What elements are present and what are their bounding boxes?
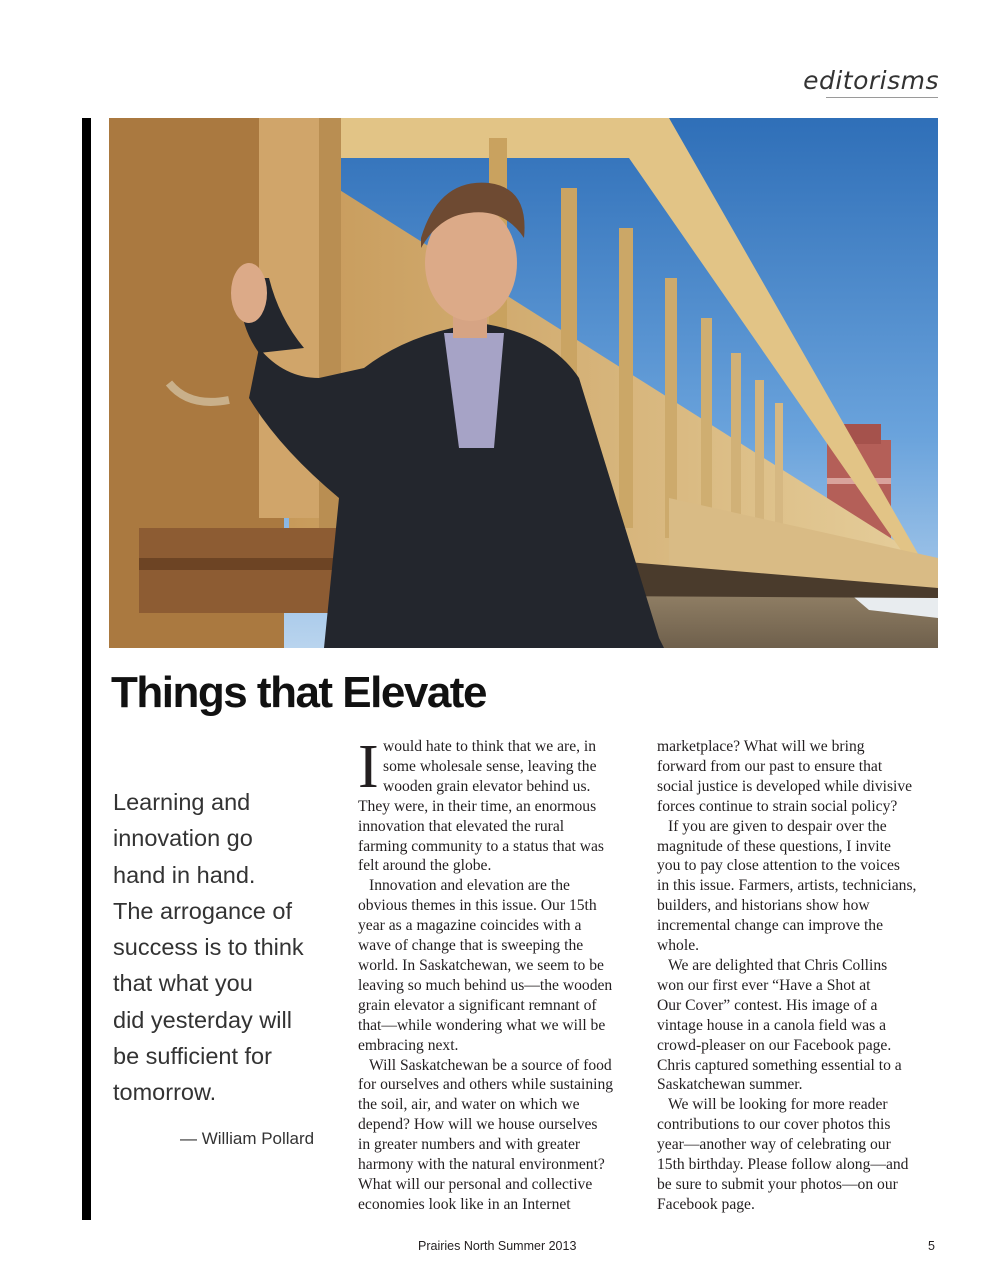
body-line: you to pay close attention to the voices bbox=[657, 857, 900, 875]
body-line: forward from our past to ensure that bbox=[657, 757, 883, 775]
pull-quote-line: be sufficient for bbox=[113, 1043, 272, 1070]
hero-photo bbox=[109, 118, 938, 648]
body-line: wave of change that is sweeping the bbox=[358, 937, 584, 955]
pull-quote-line: success is to think bbox=[113, 934, 304, 961]
body-line: We are delighted that Chris Collins bbox=[668, 956, 888, 974]
pull-quote-line: that what you bbox=[113, 970, 253, 997]
body-line: forces continue to strain social policy? bbox=[657, 797, 898, 815]
body-line: for ourselves and others while sustaining bbox=[358, 1076, 614, 1094]
body-line: grain elevator a significant remnant of bbox=[358, 996, 597, 1014]
body-line: If you are given to despair over the bbox=[668, 817, 887, 835]
body-line: magnitude of these questions, I invite bbox=[657, 837, 891, 855]
article-column-1 bbox=[358, 733, 638, 1215]
body-line: whole. bbox=[657, 937, 700, 955]
drop-cap: I bbox=[358, 733, 379, 801]
body-line: the soil, air, and water on which we bbox=[358, 1096, 580, 1114]
body-line: crowd-pleaser on our Facebook page. bbox=[657, 1036, 892, 1054]
body-line: felt around the globe. bbox=[358, 857, 492, 875]
body-line: marketplace? What will we bring bbox=[657, 738, 865, 755]
body-line: Will Saskatchewan be a source of food bbox=[369, 1056, 612, 1074]
decorative-side-bar bbox=[82, 118, 91, 1220]
body-line: We will be looking for more reader bbox=[668, 1096, 888, 1114]
pull-quote-line: The arrogance of bbox=[113, 897, 292, 924]
pull-quote-line: innovation go bbox=[113, 825, 253, 852]
body-line: What will our personal and collective bbox=[358, 1175, 593, 1193]
body-line: 15th birthday. Please follow along—and bbox=[657, 1156, 909, 1174]
body-line: contributions to our cover photos this bbox=[657, 1116, 891, 1134]
pull-quote-line: Learning and bbox=[113, 789, 251, 815]
body-line: depend? How will we house ourselves bbox=[358, 1116, 598, 1134]
drop-cap-paragraph bbox=[358, 733, 638, 801]
body-line: innovation that elevated the rural bbox=[358, 817, 565, 835]
body-line: year—another way of celebrating our bbox=[657, 1136, 891, 1154]
body-line: Our Cover” contest. His image of a bbox=[657, 996, 878, 1014]
body-line: They were, in their time, an enormous bbox=[358, 797, 597, 815]
body-line: year as a magazine coincides with a bbox=[358, 917, 582, 935]
pull-quote-attribution: — William Pollard bbox=[180, 1129, 315, 1148]
body-line: economies look like in an Internet bbox=[358, 1195, 571, 1213]
body-line: social justice is developed while divisive bbox=[657, 777, 913, 795]
body-line: won our first ever “Have a Shot at bbox=[657, 976, 871, 994]
body-line: in this issue. Farmers, artists, technicians, bbox=[657, 877, 917, 895]
body-line: some wholesale sense, leaving the bbox=[383, 757, 597, 775]
body-line: vintage house in a canola field was a bbox=[657, 1016, 887, 1034]
pull-quote bbox=[113, 784, 343, 1111]
article-column-2 bbox=[657, 737, 939, 1215]
page-number: 5 bbox=[928, 1239, 935, 1253]
body-line: Chris captured something essential to a bbox=[657, 1056, 902, 1074]
body-line: in greater numbers and with greater bbox=[358, 1136, 581, 1154]
pull-quote-line: did yesterday will bbox=[113, 1006, 292, 1033]
body-line: builders, and historians show how bbox=[657, 897, 870, 915]
body-line: farming community to a status that was bbox=[358, 837, 604, 855]
body-line: leaving so much behind us—the wooden bbox=[358, 976, 613, 994]
body-line: wooden grain elevator behind us. bbox=[383, 777, 591, 795]
body-line: Saskatchewan summer. bbox=[657, 1076, 803, 1094]
section-tag: editorisms bbox=[803, 66, 939, 95]
body-line: embracing next. bbox=[358, 1036, 459, 1054]
pull-quote-line: tomorrow. bbox=[113, 1079, 217, 1106]
section-rule bbox=[826, 97, 938, 98]
body-line: world. In Saskatchewan, we seem to be bbox=[358, 956, 604, 974]
body-line: that—while wondering what we will be bbox=[358, 1016, 606, 1034]
body-line: Innovation and elevation are the bbox=[369, 877, 570, 895]
body-line: incremental change can improve the bbox=[657, 917, 884, 935]
pull-quote-line: hand in hand. bbox=[113, 861, 256, 888]
body-line: harmony with the natural environment? bbox=[358, 1156, 605, 1174]
body-line: obvious themes in this issue. Our 15th bbox=[358, 897, 597, 915]
body-line: Facebook page. bbox=[657, 1195, 755, 1213]
footer-publication: Prairies North Summer 2013 bbox=[418, 1239, 577, 1253]
body-line: be sure to submit your photos—on our bbox=[657, 1175, 898, 1193]
article-headline: Things that Elevate bbox=[111, 668, 486, 717]
body-line: would hate to think that we are, in bbox=[383, 738, 597, 755]
